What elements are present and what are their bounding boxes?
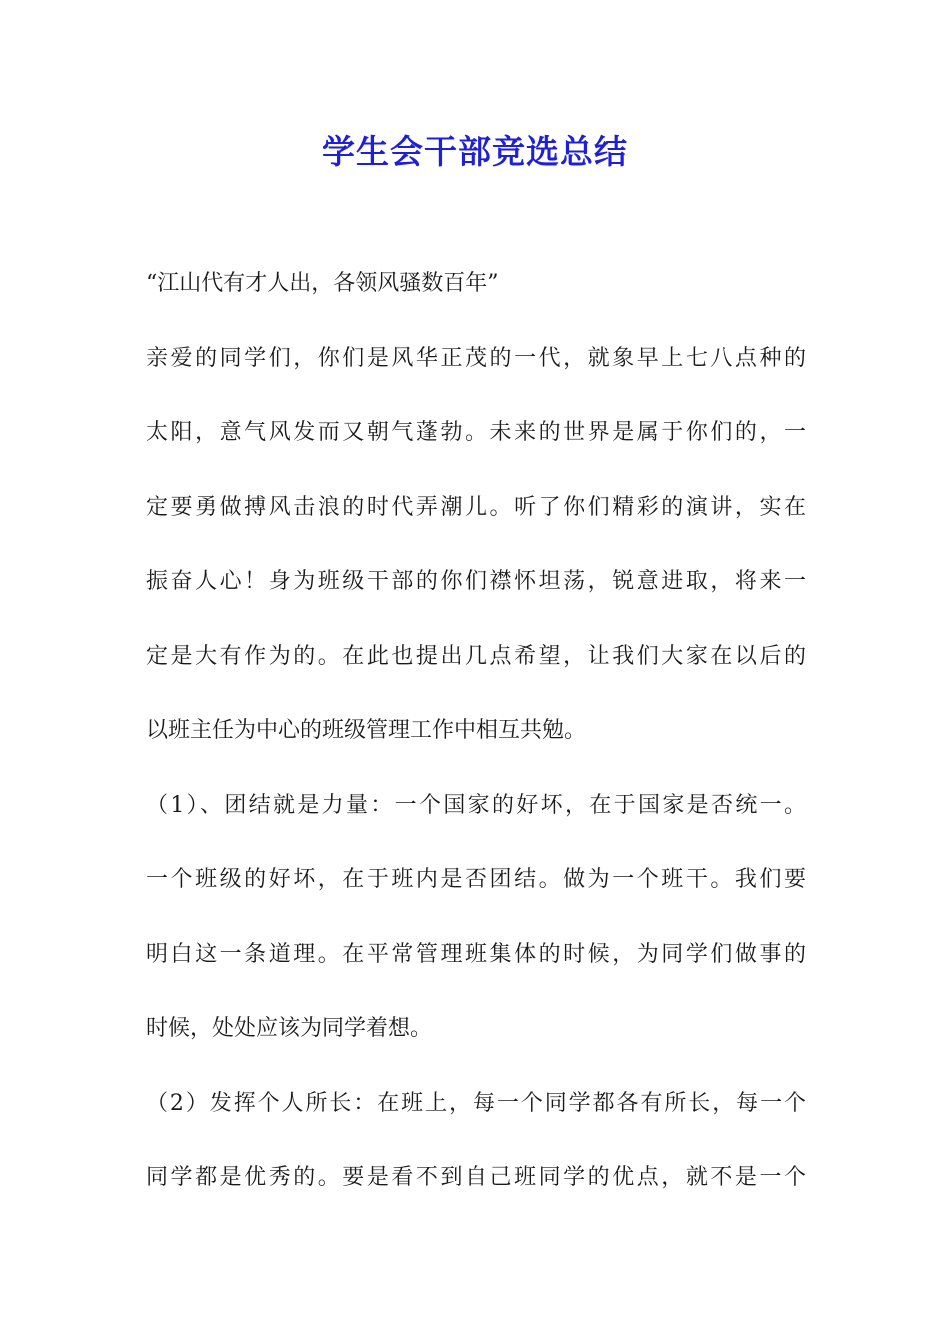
text-line: 定要勇做搏风击浪的时代弄潮儿。听了你们精彩的演讲，实在 xyxy=(146,494,806,520)
text-line: （2）发挥个人所长：在班上，每一个同学都各有所长，每一个 xyxy=(146,1090,806,1116)
text-line: 以班主任为中心的班级管理工作中相互共勉。 xyxy=(146,718,587,743)
text-line: 时候，处处应该为同学着想。 xyxy=(146,1016,433,1041)
text-line: 亲爱的同学们，你们是风华正茂的一代，就象早上七八点种的 xyxy=(146,345,806,371)
document-body xyxy=(146,262,806,1231)
text-line: 明白这一条道理。在平常管理班集体的时候，为同学们做事的 xyxy=(146,941,806,967)
text-line: （1）、团结就是力量：一个国家的好坏，在于国家是否统一。 xyxy=(146,792,806,818)
text-line: 定是大有作为的。在此也提出几点希望，让我们大家在以后的 xyxy=(146,643,806,669)
document-title: 学生会干部竞选总结 xyxy=(322,132,628,171)
text-line: 一个班级的好坏，在于班内是否团结。做为一个班干。我们要 xyxy=(146,867,806,892)
text-line: 太阳，意气风发而又朝气蓬勃。未来的世界是属于你们的，一 xyxy=(146,420,806,445)
text-line: 振奋人心！身为班级干部的你们襟怀坦荡，锐意进取，将来一 xyxy=(146,569,806,594)
text-line: 同学都是优秀的。要是看不到自己班同学的优点，就不是一个 xyxy=(146,1165,806,1190)
text-line: “江山代有才人出，各领风骚数百年” xyxy=(146,271,499,296)
